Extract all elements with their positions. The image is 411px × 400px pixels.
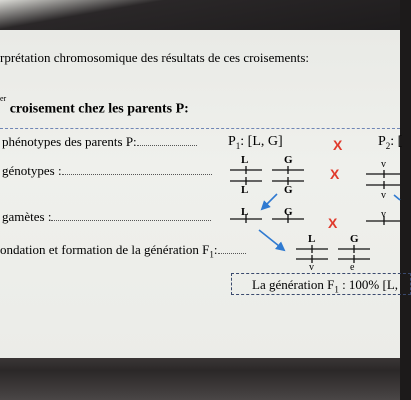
allele-label: v xyxy=(381,159,386,170)
allele-label: L xyxy=(241,184,249,196)
parent2-pheno: : [ xyxy=(390,134,403,149)
f1-allele: v xyxy=(309,262,314,273)
heading-superscript: er xyxy=(0,94,7,103)
f1-allele: e xyxy=(350,262,355,273)
gamete-allele: G xyxy=(284,206,293,218)
f1-bars xyxy=(296,245,370,263)
cross-symbol: X xyxy=(333,137,343,153)
allele-label: L xyxy=(241,154,249,166)
parent1-pheno: : [L, G] xyxy=(240,134,283,149)
result-sub: 1 xyxy=(334,284,339,295)
gamete-allele: L xyxy=(241,206,249,218)
parent2-sub: 2 xyxy=(385,140,391,151)
cross-symbol: X xyxy=(328,215,338,231)
gametes-label-text: gamètes : xyxy=(2,209,52,224)
fecondation-sub: 1 xyxy=(209,249,214,260)
result-tail: : 100% [L, xyxy=(338,277,399,292)
arrows xyxy=(259,194,400,250)
fecondation-colon: : xyxy=(213,242,218,257)
gamete-allele: v xyxy=(381,209,386,220)
parent1-name: P xyxy=(228,134,236,149)
genotypes-label-text: génotypes : xyxy=(2,163,62,178)
result-box xyxy=(231,273,411,295)
section-heading-text: croisement chez les parents P: xyxy=(9,101,189,117)
parent1-sub: 1 xyxy=(235,140,241,151)
laptop-bezel-bottom xyxy=(0,358,400,400)
parent2-name: P xyxy=(378,134,386,149)
result-text: La génération F xyxy=(252,277,335,292)
fecondation-label-text: ondation et formation de la génération F xyxy=(0,242,210,257)
genotype-p2-bars xyxy=(366,170,400,189)
genotype-p1-bars xyxy=(230,166,304,185)
f1-allele: L xyxy=(308,233,316,245)
gamete-bars xyxy=(230,214,400,225)
allele-label: G xyxy=(284,184,293,196)
heading-line: rprétation chromosomique des résultats de ces croisements: xyxy=(0,50,310,65)
allele-label: v xyxy=(381,190,386,201)
phenotypes-label-text: phénotypes des parents P: xyxy=(2,134,137,149)
f1-allele: G xyxy=(350,233,359,245)
cross-symbol: X xyxy=(330,166,340,182)
allele-label: G xyxy=(284,154,293,166)
